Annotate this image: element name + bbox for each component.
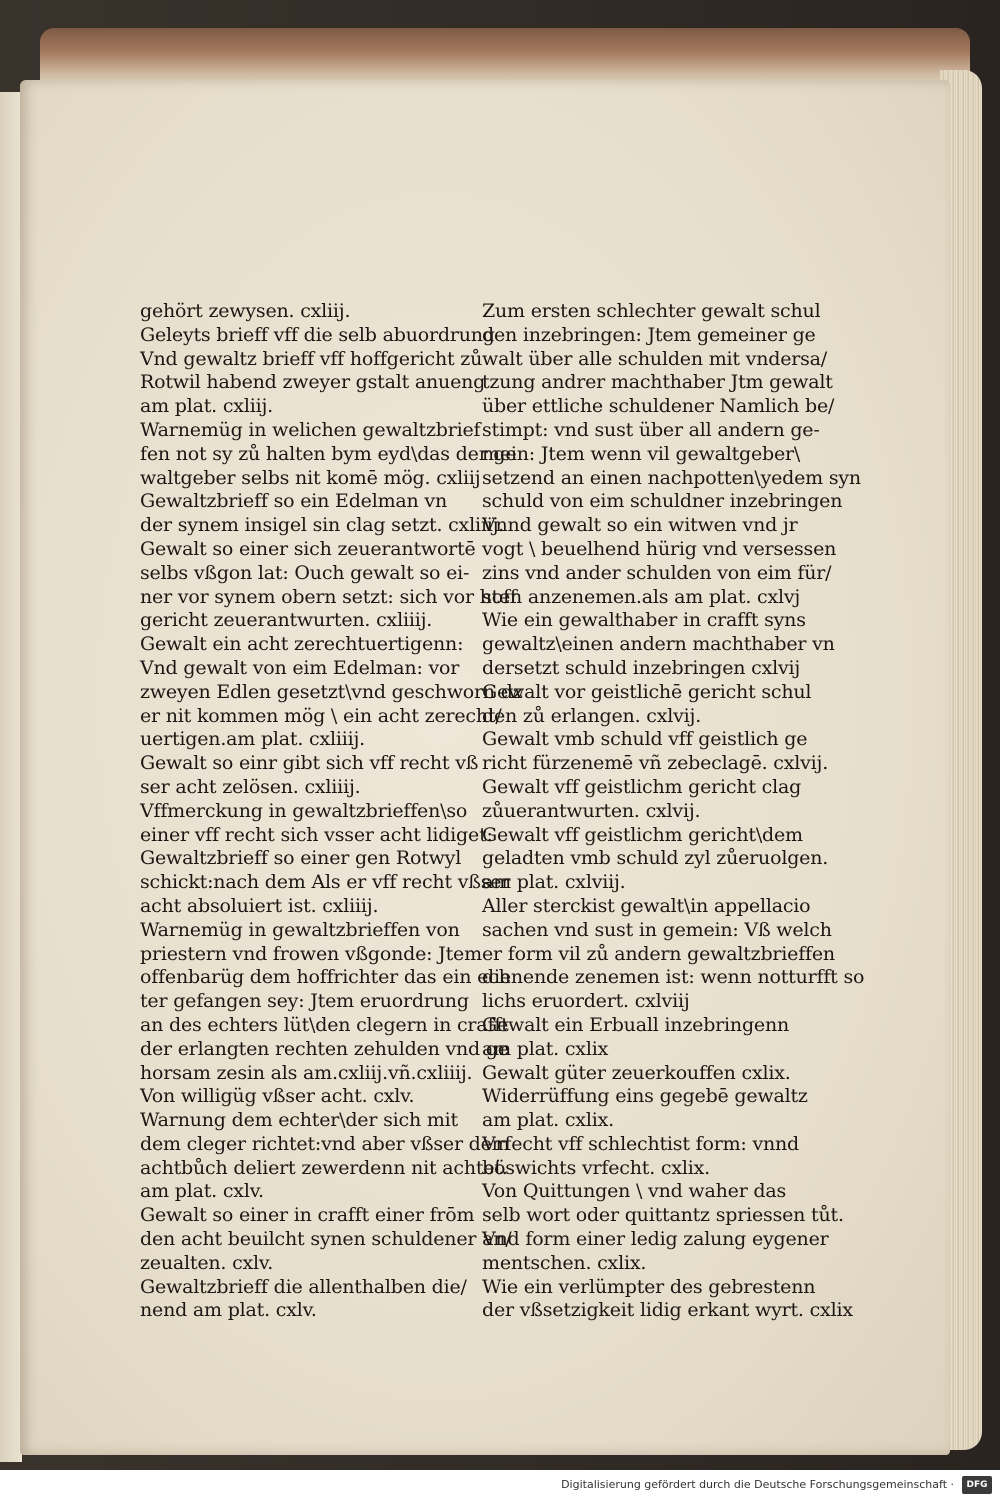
text-line: Gewalt so einer sich zeuerantwortē bbox=[140, 537, 476, 560]
text-line: er nit kommen mög \ ein acht zerecht/ bbox=[140, 704, 502, 727]
text-line: den inzebringen: Jtem gemeiner ge bbox=[482, 323, 816, 346]
text-line: dienende zenemen ist: wenn notturfft so bbox=[482, 966, 865, 989]
text-line: am plat. cxlv. bbox=[140, 1180, 264, 1203]
text-line: zeualten. cxlv. bbox=[140, 1251, 274, 1274]
text-line: Vnd form einer ledig zalung eygener bbox=[482, 1228, 829, 1251]
text-line: Gewaltzbrieff so einer gen Rotwyl bbox=[140, 847, 462, 870]
text-line: Gewalt güter zeuerkouffen cxlix. bbox=[482, 1061, 791, 1084]
text-line: Vnd gewaltz brieff vff hoffgericht zů bbox=[140, 347, 483, 370]
text-line: Gewaltzbrieff so ein Edelman vn bbox=[140, 490, 447, 513]
text-line: mein: Jtem wenn vil gewaltgeber\ bbox=[482, 442, 801, 465]
text-line: Gewalt vmb schuld vff geistlich ge bbox=[482, 728, 808, 751]
text-line: den zů erlangen. cxlvij. bbox=[482, 704, 702, 727]
text-line: an des echters lüt\den clegern in crafft bbox=[140, 1013, 509, 1036]
text-line: fen not sy zů halten bym eyd\das der ge bbox=[140, 442, 517, 465]
text-line: Vnd gewalt von eim Edelman: vor bbox=[140, 656, 460, 679]
text-line: er form vil zů andern gewaltzbrieffen bbox=[482, 942, 835, 965]
text-line: gewaltz\einen andern machthaber vn bbox=[482, 633, 835, 656]
text-line: Gewalt vff geistlichm gericht\dem bbox=[482, 823, 803, 846]
text-line: gericht zeuerantwurten. cxliiij. bbox=[140, 609, 433, 632]
text-line: am plat. cxlviij. bbox=[482, 871, 626, 894]
right-column bbox=[482, 300, 865, 1323]
text-line: Wie ein verlümpter des gebrestenn bbox=[482, 1275, 816, 1298]
text-line: Zum ersten schlechter gewalt schul bbox=[482, 300, 821, 322]
text-line: tzung andrer machthaber Jtm gewalt bbox=[482, 371, 833, 394]
text-line: einer vff recht sich vsser acht lidiget: bbox=[140, 823, 493, 846]
text-line: stimpt: vnd sust über all andern ge- bbox=[482, 418, 820, 441]
text-line: Gewaltzbrieff die allenthalben die/ bbox=[140, 1275, 467, 1298]
text-line: über ettliche schuldener Namlich be/ bbox=[482, 395, 835, 418]
text-line: Warnemüg in welichen gewaltzbrief bbox=[140, 418, 481, 441]
text-line: Wie ein gewalthaber in crafft syns bbox=[482, 609, 806, 632]
facing-page-edge bbox=[0, 92, 22, 1462]
text-line: am plat. cxliij. bbox=[140, 395, 273, 418]
text-line: böswichts vrfecht. cxlix. bbox=[482, 1156, 710, 1179]
text-line: Von Quittungen \ vnd waher das bbox=[482, 1180, 787, 1203]
text-line: Warnemüg in gewaltzbrieffen von bbox=[140, 918, 460, 941]
text-line: Gewalt vor geistlichē gericht schul bbox=[482, 680, 812, 703]
text-line: am plat. cxlix. bbox=[482, 1109, 614, 1132]
text-line: waltgeber selbs nit komē mög. cxliij bbox=[140, 466, 481, 489]
text-line: acht absoluiert ist. cxliiij. bbox=[140, 894, 379, 917]
text-line: vogt \ beuelhend hürig vnd versessen bbox=[482, 537, 837, 560]
text-line: der erlangten rechten zehulden vnd ge bbox=[140, 1037, 509, 1060]
text-line: zins vnd ander schulden von eim für/ bbox=[482, 561, 832, 584]
text-line: uertigen.am plat. cxliiij. bbox=[140, 728, 366, 751]
text-line: walt über alle schulden mit vndersa/ bbox=[482, 347, 828, 370]
text-line: Gewalt so einer in crafft einer frōm bbox=[140, 1204, 475, 1227]
text-line: Warnung dem echter\der sich mit bbox=[140, 1109, 458, 1132]
text-line: der vßsetzigkeit lidig erkant wyrt. cxlix bbox=[482, 1299, 853, 1322]
text-line: selb wort oder quittantz spriessen tůt. bbox=[482, 1204, 844, 1227]
text-line: sten anzenemen.als am plat. cxlvj bbox=[482, 585, 801, 608]
text-line: lichs eruordert. cxlviij bbox=[482, 990, 690, 1013]
text-line: Gewalt ein acht zerechtuertigenn: bbox=[140, 633, 464, 656]
text-line: schickt:nach dem Als er vff recht vßser bbox=[140, 871, 511, 894]
text-line: priestern vnd frowen vßgonde: Jtem bbox=[140, 942, 482, 965]
text-line: ser acht zelösen. cxliiij. bbox=[140, 775, 361, 798]
text-line: selbs vßgon lat: Ouch gewalt so ei- bbox=[140, 561, 470, 584]
text-line: Widerrüffung eins gegebē gewaltz bbox=[482, 1085, 808, 1108]
text-line: Vnnd gewalt so ein witwen vnd jr bbox=[482, 514, 798, 537]
text-line: dem cleger richtet:vnd aber vßser dem bbox=[140, 1132, 510, 1155]
text-line: zweyen Edlen gesetzt\vnd geschworn dz bbox=[140, 680, 523, 703]
dfg-logo: DFG bbox=[962, 1476, 992, 1494]
text-line: Gewalt vff geistlichm gericht clag bbox=[482, 775, 802, 798]
text-line: Geleyts brieff vff die selb abuordrung bbox=[140, 323, 495, 346]
text-line: den acht beuilcht synen schuldener an/ bbox=[140, 1228, 512, 1251]
text-line: offenbarüg dem hoffrichter das ein ech bbox=[140, 966, 511, 989]
text-line: am plat. cxlix bbox=[482, 1037, 609, 1060]
text-line: ner vor synem obern setzt: sich vor hoff bbox=[140, 585, 517, 608]
text-line: geladten vmb schuld zyl zůeruolgen. bbox=[482, 847, 829, 870]
text-line: Gewalt so einr gibt sich vff recht vß bbox=[140, 752, 479, 775]
text-line: horsam zesin als am.cxliij.vñ.cxliiij. bbox=[140, 1061, 473, 1084]
text-line: mentschen. cxlix. bbox=[482, 1251, 647, 1274]
text-line: Aller sterckist gewalt\in appellacio bbox=[482, 894, 811, 917]
book-top-edge bbox=[40, 28, 970, 88]
text-line: Vffmerckung in gewaltzbrieffen\so bbox=[140, 799, 468, 822]
footer-credit: Digitalisierung gefördert durch die Deutsche Forschungsgemeinschaft · bbox=[561, 1478, 954, 1491]
footer-bar bbox=[0, 1470, 1000, 1501]
text-line: Gewalt ein Erbuall inzebringenn bbox=[482, 1013, 790, 1036]
text-line: Vrfecht vff schlechtist form: vnnd bbox=[482, 1132, 800, 1155]
text-line: nend am plat. cxlv. bbox=[140, 1299, 317, 1322]
text-line: zůuerantwurten. cxlvij. bbox=[482, 799, 701, 822]
left-column bbox=[140, 300, 523, 1323]
text-line: sachen vnd sust in gemein: Vß welch bbox=[482, 918, 832, 941]
text-line: Von willigüg vßser acht. cxlv. bbox=[140, 1085, 415, 1108]
text-line: richt fürzenemē vñ zebeclagē. cxlvij. bbox=[482, 752, 829, 775]
text-line: gehört zewysen. cxliij. bbox=[140, 300, 351, 322]
text-line: setzend an einen nachpotten\yedem syn bbox=[482, 466, 861, 489]
text-line: der synem insigel sin clag setzt. cxliiij. bbox=[140, 514, 505, 537]
text-line: ter gefangen sey: Jtem eruordrung bbox=[140, 990, 469, 1013]
text-line: schuld von eim schuldner inzebringen bbox=[482, 490, 843, 513]
book-page bbox=[20, 80, 950, 1455]
text-line: Rotwil habend zweyer gstalt anueng bbox=[140, 371, 486, 394]
text-line: achtbůch deliert zewerdenn nit achtet. bbox=[140, 1156, 508, 1179]
text-line: dersetzt schuld inzebringen cxlvij bbox=[482, 656, 801, 679]
